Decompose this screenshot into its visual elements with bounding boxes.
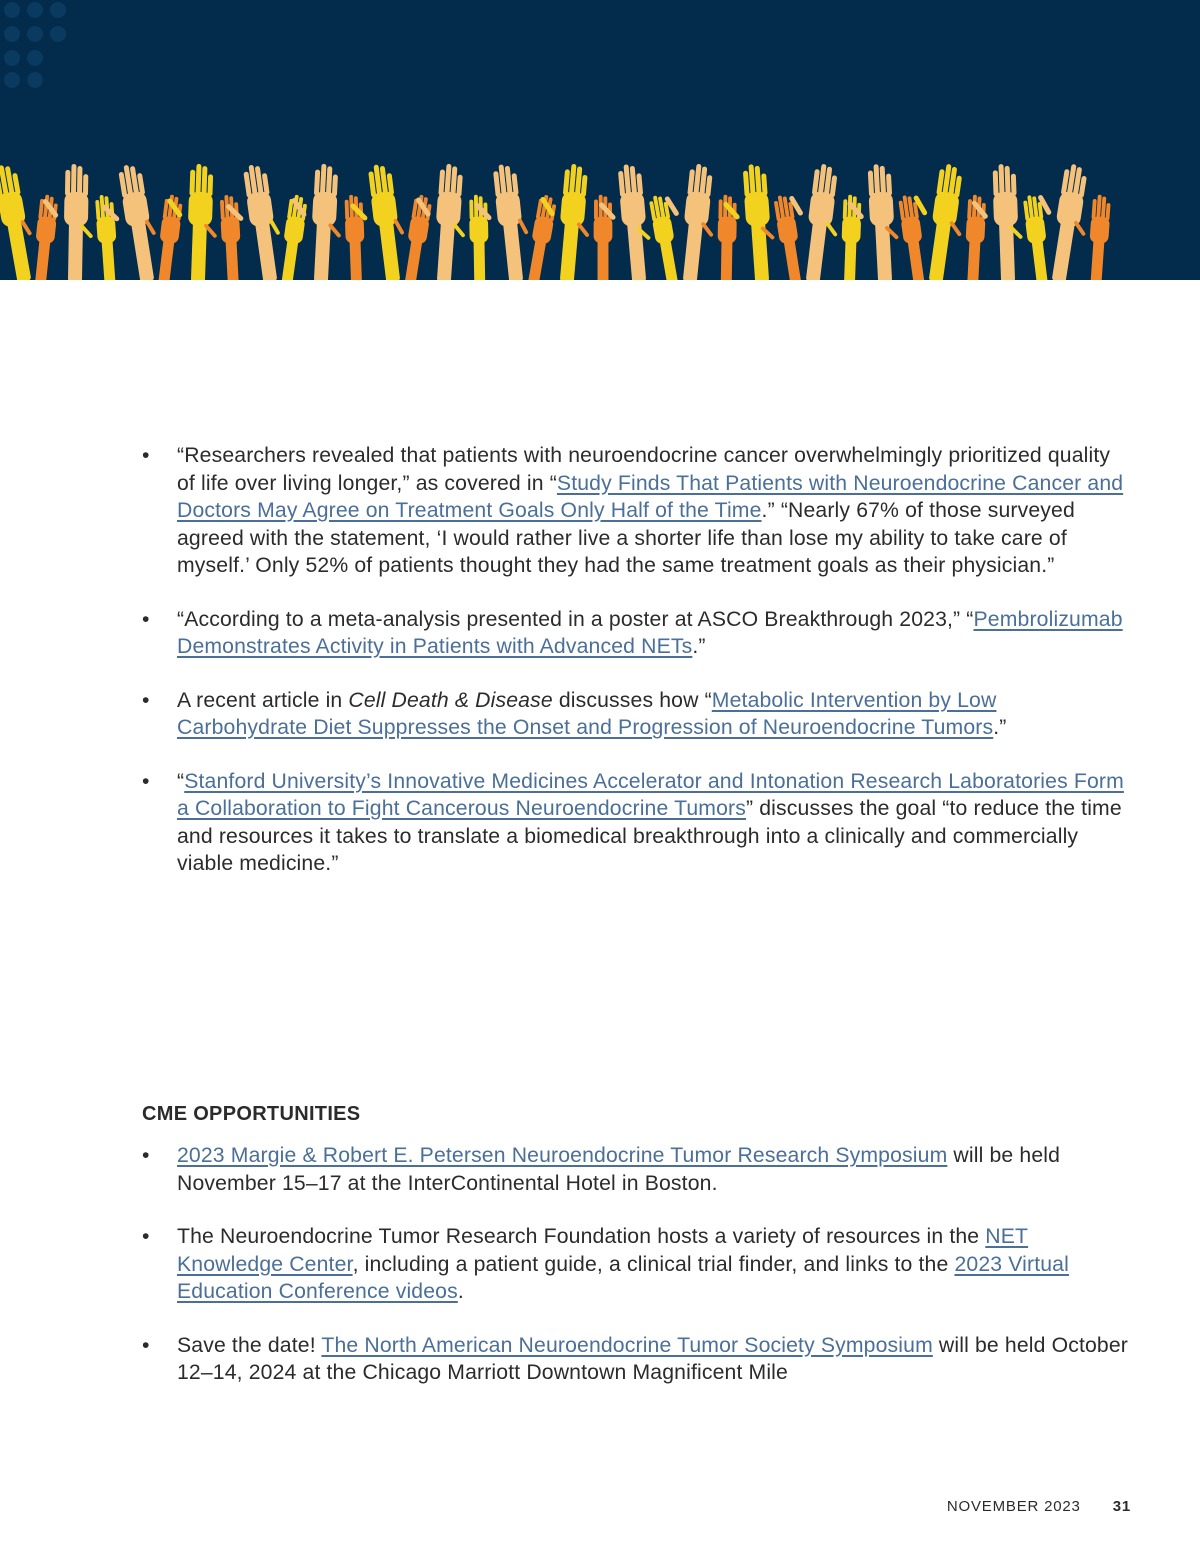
cme-section bbox=[142, 1103, 1132, 1413]
header-banner bbox=[0, 0, 1200, 280]
journal-name: Cell Death & Disease bbox=[348, 688, 553, 712]
item-text: .” bbox=[692, 635, 706, 658]
list-item bbox=[142, 1332, 1132, 1387]
video-link[interactable]: 2023 Virtual Education Conference videos bbox=[177, 1252, 1069, 1303]
item-text: will be held October 12–14, 2024 at the Chicago Marriott Downtown Magnificent Mile bbox=[177, 1333, 1129, 1384]
item-text: The Neuroendocrine Tumor Research Foundation hosts a variety of resources in the bbox=[177, 1225, 986, 1248]
event-link[interactable]: The North American Neuroendocrine Tumor Society Symposium bbox=[321, 1333, 933, 1357]
raised-hand bbox=[0, 163, 36, 280]
decor-dot bbox=[27, 26, 43, 42]
list-item bbox=[142, 442, 1132, 580]
item-text: . bbox=[457, 1280, 464, 1303]
hands-row bbox=[0, 159, 1111, 280]
raised-hands-illustration bbox=[0, 0, 1200, 280]
decor-dot bbox=[4, 50, 20, 66]
decor-dot bbox=[27, 2, 43, 18]
item-text: discusses how “ bbox=[552, 688, 712, 712]
list-item bbox=[142, 687, 1132, 742]
decor-dot bbox=[4, 26, 20, 42]
item-text: “According to a meta-analysis presented in a poster at ASCO Breakthrough 2023,” “ bbox=[177, 607, 974, 631]
decor-dot bbox=[50, 26, 66, 42]
item-text: , including a patient guide, a clinical trial finder, and links to the bbox=[352, 1252, 955, 1276]
list-item bbox=[142, 1142, 1132, 1197]
cme-list bbox=[142, 1142, 1132, 1387]
item-text: .” bbox=[993, 716, 1007, 739]
article-link[interactable]: Pembrolizumab Demonstrates Activity in Patients with Advanced NETs bbox=[177, 607, 1123, 658]
decor-dot bbox=[4, 2, 20, 18]
item-text: A recent article in bbox=[177, 688, 349, 712]
decor-dot bbox=[4, 72, 20, 88]
article-link[interactable]: Study Finds That Patients with Neuroendocrine Cancer and Doctors May Agree on Treatment Goals Only Half of the Time bbox=[177, 471, 1124, 522]
item-text: “ bbox=[177, 769, 185, 793]
list-item bbox=[142, 1223, 1132, 1306]
item-text: “Researchers revealed that patients with neuroendocrine cancer overwhelmingly prioritized quality of life over living longer,” as covered in “ bbox=[177, 444, 1111, 495]
decorative-dots bbox=[4, 2, 66, 88]
article-link[interactable]: Stanford University’s Innovative Medicines Accelerator and Intonation Research Laboratories Form a Collaboration to Fight Cancerous Neuroendocrine Tumors bbox=[177, 769, 1124, 820]
issue-date: NOVEMBER 2023 bbox=[946, 1498, 1081, 1515]
event-link[interactable]: 2023 Margie & Robert E. Petersen Neuroendocrine Tumor Research Symposium bbox=[177, 1144, 948, 1167]
news-list bbox=[142, 442, 1132, 878]
article-link[interactable]: Metabolic Intervention by Low Carbohydrate Diet Suppresses the Onset and Progression of Neuroendocrine Tumors bbox=[177, 688, 997, 739]
decor-dot bbox=[27, 72, 43, 88]
news-section bbox=[142, 442, 1132, 904]
page-footer bbox=[947, 1498, 1131, 1515]
decor-dot bbox=[27, 50, 43, 66]
page-number: 31 bbox=[1112, 1498, 1131, 1515]
list-item bbox=[142, 606, 1132, 661]
resource-link[interactable]: NET Knowledge Center bbox=[177, 1225, 1029, 1276]
item-text: will be held November 15–17 at the InterContinental Hotel in Boston. bbox=[177, 1144, 1061, 1195]
decor-dot bbox=[50, 2, 66, 18]
section-title: CME OPPORTUNITIES bbox=[142, 1103, 361, 1125]
item-text: ” discusses the goal “to reduce the time and resources it takes to translate a biomedical breakthrough into a clinically and commercially viable medicine.” bbox=[177, 797, 1122, 875]
item-text: .” “Nearly 67% of those surveyed agreed with the statement, ‘I would rather live a shorter life than lose my ability to take care of myself.’ Only 52% of patients thought they had the same treatment goals as their physician.” bbox=[177, 499, 1075, 577]
item-text: Save the date! bbox=[177, 1333, 322, 1357]
list-item bbox=[142, 768, 1132, 878]
